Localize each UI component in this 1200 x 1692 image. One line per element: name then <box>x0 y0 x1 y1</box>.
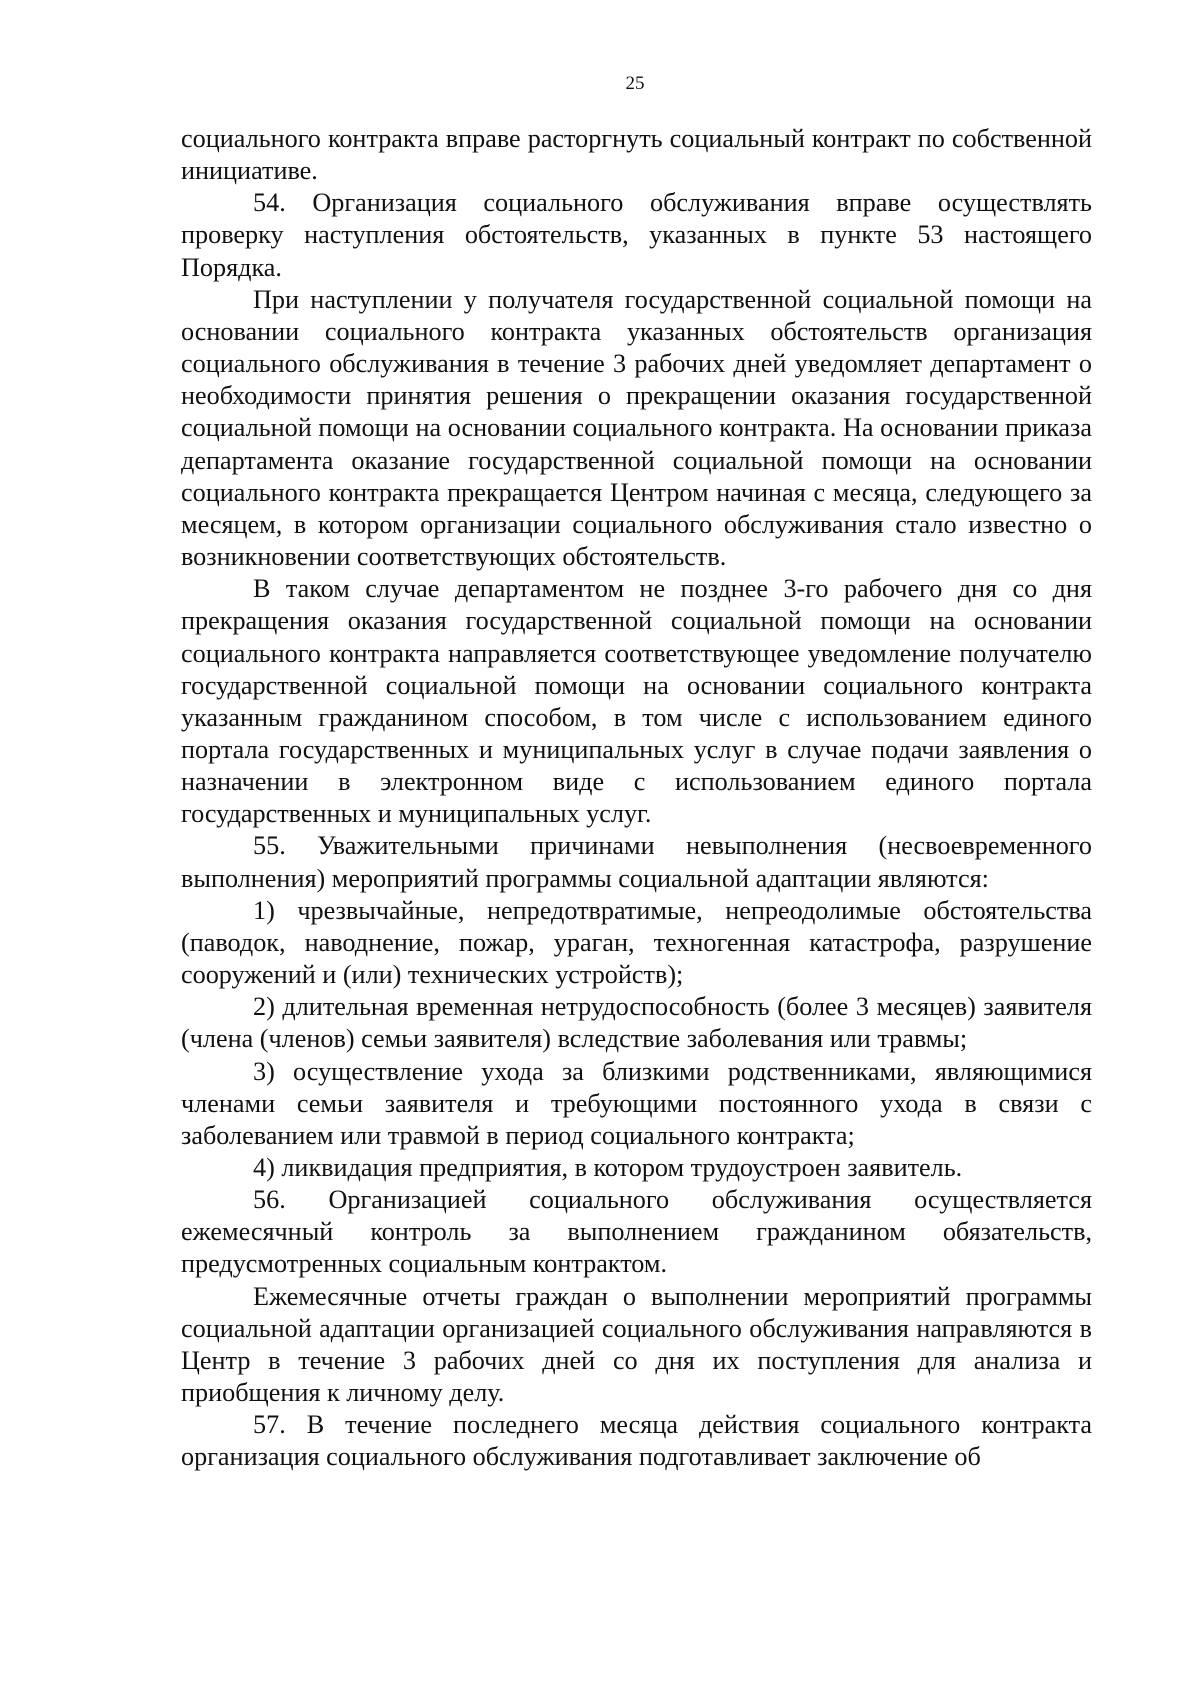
list-item-4: 4) ликвидация предприятия, в котором трудоустроен заявитель. <box>253 1153 963 1182</box>
paragraph-item-56: 56. Организацией социального обслуживания осуществляется ежемесячный контроль за выполнением гражданином обязательств, предусмотренных социальным контрактом. <box>181 1185 1092 1279</box>
page-number: 25 <box>625 73 645 94</box>
paragraph-item-54: 54. Организация социального обслуживания вправе осуществлять проверку наступления обстоятельств, указанных в пункте 53 настоящего Порядка. <box>181 188 1092 282</box>
list-item-3: 3) осуществление ухода за близкими родственниками, являющимися членами семьи заявителя и требующими постоянного ухода в связи с заболеванием или травмой в период социального контракта; <box>181 1056 1092 1150</box>
paragraph-item-57: 57. В течение последнего месяца действия социального контракта организация социального обслуживания подготавливает заключение об <box>181 1410 1092 1472</box>
list-item-1: 1) чрезвычайные, непредотвратимые, непреодолимые обстоятельства (паводок, наводнение, пожар, ураган, техногенная катастрофа, разрушение сооружений и (или) технических устройств); <box>181 895 1092 990</box>
document-body <box>181 123 1092 1474</box>
paragraph-circumstances-notice: При наступлении у получателя государственной социальной помощи на основании социального контракта указанных обстоятельств организация социального обслуживания в течение 3 рабочих дней уведомляет департамент о необходимости принятия решения о прекращении оказания государственной социальной помощи на основании социального контракта. На основании приказа департамента оказание государственной социальной помощи на основании социального контракта прекращается Центром начиная с месяца, следующего за месяцем, в котором организации социального обслуживания стало известно о возникновении соответствующих обстоятельств. <box>181 284 1092 572</box>
list-item-2: 2) длительная временная нетрудоспособность (более 3 месяцев) заявителя (члена (членов) семьи заявителя) вследствие заболевания или травмы; <box>181 992 1092 1054</box>
paragraph-termination-notification: В таком случае департаментом не позднее 3-го рабочего дня со дня прекращения оказания государственной социальной помощи на основании социального контракта направляется соответствующее уведомление получателю государственной социальной помощи на основании социального контракта указанным гражданином способом, в том числе с использованием единого портала государственных и муниципальных услуг в случае подачи заявления о назначении в электронном виде с использованием единого портала государственных и муниципальных услуг. <box>181 574 1092 829</box>
paragraph-monthly-reports: Ежемесячные отчеты граждан о выполнении мероприятий программы социальной адаптации организацией социального обслуживания направляются в Центр в течение 3 рабочих дней со дня их поступления для анализа и приобщения к личному делу. <box>181 1281 1092 1408</box>
paragraph-continuation: социального контракта вправе расторгнуть социальный контракт по собственной инициативе. <box>181 124 1092 186</box>
paragraph-item-55: 55. Уважительными причинами невыполнения (несвоевременного выполнения) мероприятий программы социальной адаптации являются: <box>181 831 1092 893</box>
